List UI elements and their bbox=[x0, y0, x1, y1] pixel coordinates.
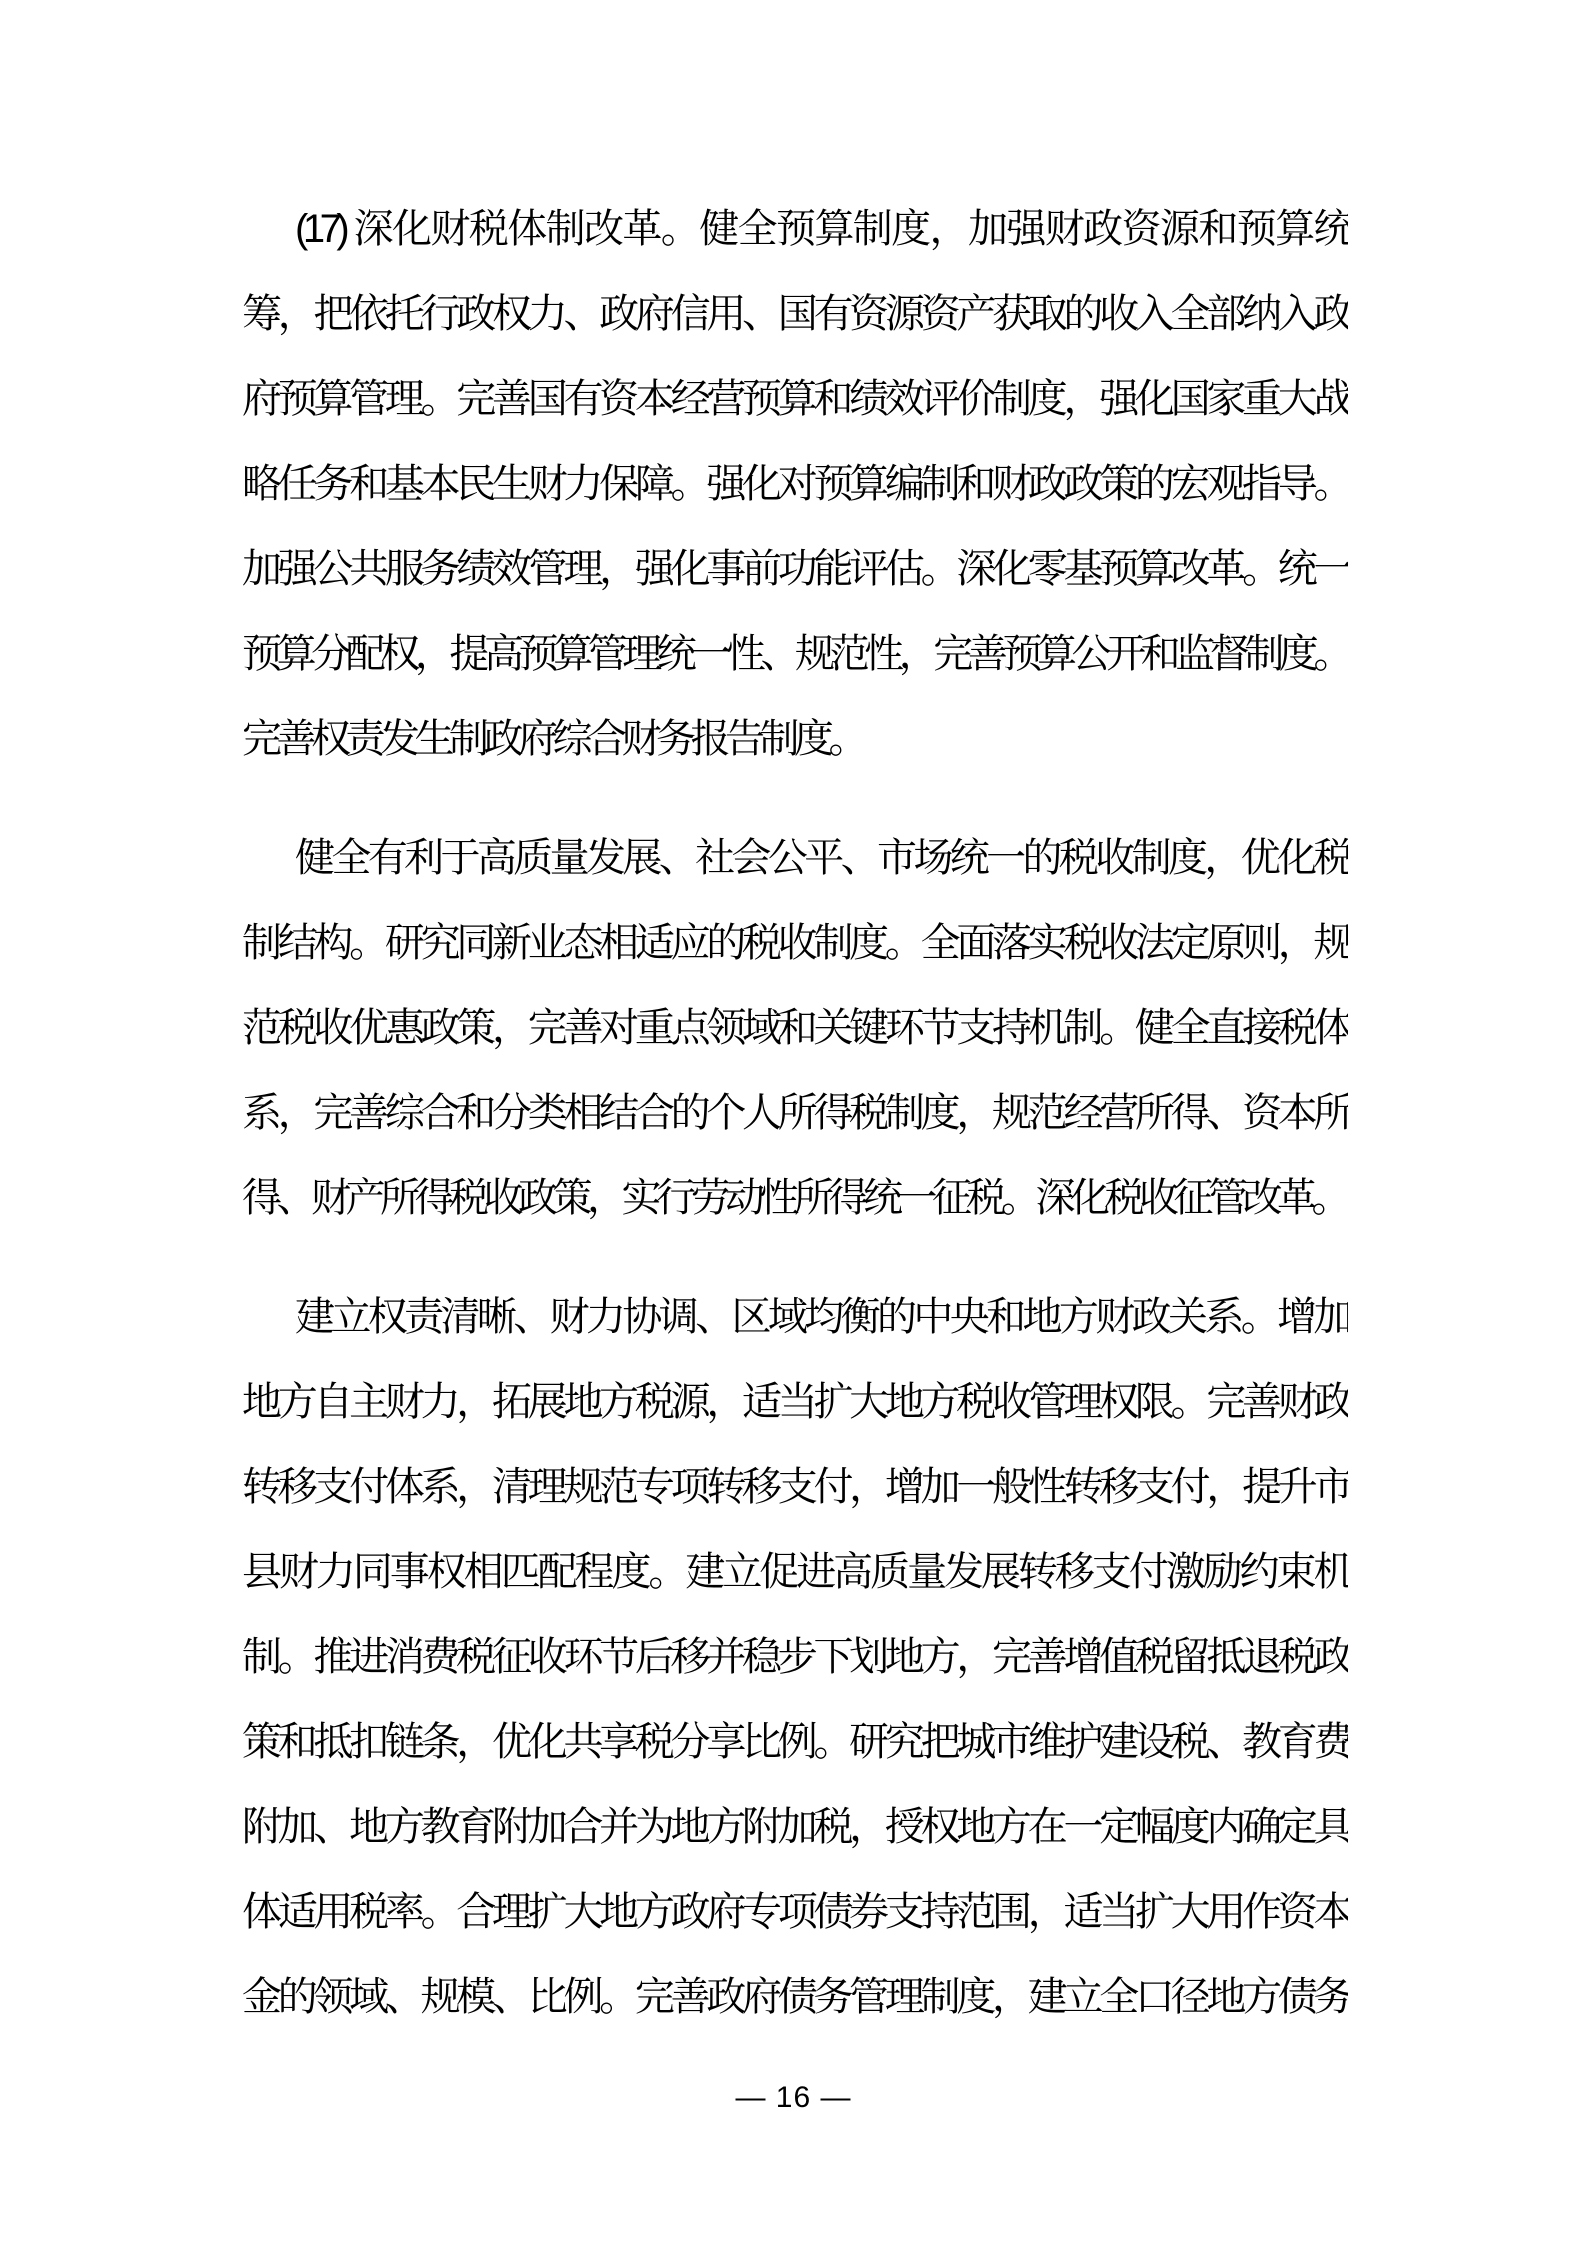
text-line: 建立权责清晰、财力协调、区域均衡的中央和地方财政关系。增加 bbox=[295, 1295, 1348, 1339]
text-line: 范税收优惠政策，完善对重点领域和关键环节支持机制。健全直接税体 bbox=[242, 1006, 1348, 1050]
document-body bbox=[242, 187, 1348, 2040]
page-number: — 16 — bbox=[735, 2081, 852, 2114]
text-line: 略任务和基本民生财力保障。强化对预算编制和财政政策的宏观指导。 bbox=[242, 462, 1348, 506]
paragraph bbox=[242, 187, 1348, 782]
text-line: 体适用税率。合理扩大地方政府专项债券支持范围，适当扩大用作资本 bbox=[242, 1890, 1348, 1934]
text-line: 加强公共服务绩效管理，强化事前功能评估。深化零基预算改革。统一 bbox=[242, 547, 1348, 591]
text-line: 制。推进消费税征收环节后移并稳步下划地方，完善增值税留抵退税政 bbox=[242, 1635, 1348, 1679]
text-line: 预算分配权，提高预算管理统一性、规范性，完善预算公开和监督制度。 bbox=[242, 632, 1348, 676]
text-line: 策和抵扣链条，优化共享税分享比例。研究把城市维护建设税、教育费 bbox=[242, 1720, 1348, 1764]
text-line: 制结构。研究同新业态相适应的税收制度。全面落实税收法定原则，规 bbox=[242, 921, 1348, 965]
text-line: 系，完善综合和分类相结合的个人所得税制度，规范经营所得、资本所 bbox=[242, 1091, 1348, 1135]
text-line: 府预算管理。完善国有资本经营预算和绩效评价制度，强化国家重大战 bbox=[242, 377, 1348, 421]
paragraph bbox=[242, 1275, 1348, 2040]
text-line: 县财力同事权相匹配程度。建立促进高质量发展转移支付激励约束机 bbox=[242, 1550, 1348, 1594]
text-line: 地方自主财力，拓展地方税源，适当扩大地方税收管理权限。完善财政 bbox=[242, 1380, 1348, 1424]
text-line: 完善权责发生制政府综合财务报告制度。 bbox=[242, 717, 863, 761]
text-line: (17) 深化财税体制改革。健全预算制度，加强财政资源和预算统 bbox=[295, 207, 1348, 251]
text-line: 金的领域、规模、比例。完善政府债务管理制度，建立全口径地方债务 bbox=[242, 1975, 1348, 2019]
paragraph bbox=[242, 816, 1348, 1241]
text-line: 转移支付体系，清理规范专项转移支付，增加一般性转移支付，提升市 bbox=[242, 1465, 1348, 1509]
text-line: 得、财产所得税收政策，实行劳动性所得统一征税。深化税收征管改革。 bbox=[242, 1176, 1346, 1220]
text-line: 筹，把依托行政权力、政府信用、国有资源资产获取的收入全部纳入政 bbox=[242, 292, 1348, 336]
text-line: 附加、地方教育附加合并为地方附加税，授权地方在一定幅度内确定具 bbox=[242, 1805, 1348, 1849]
text-line: 健全有利于高质量发展、社会公平、市场统一的税收制度，优化税 bbox=[295, 836, 1348, 880]
